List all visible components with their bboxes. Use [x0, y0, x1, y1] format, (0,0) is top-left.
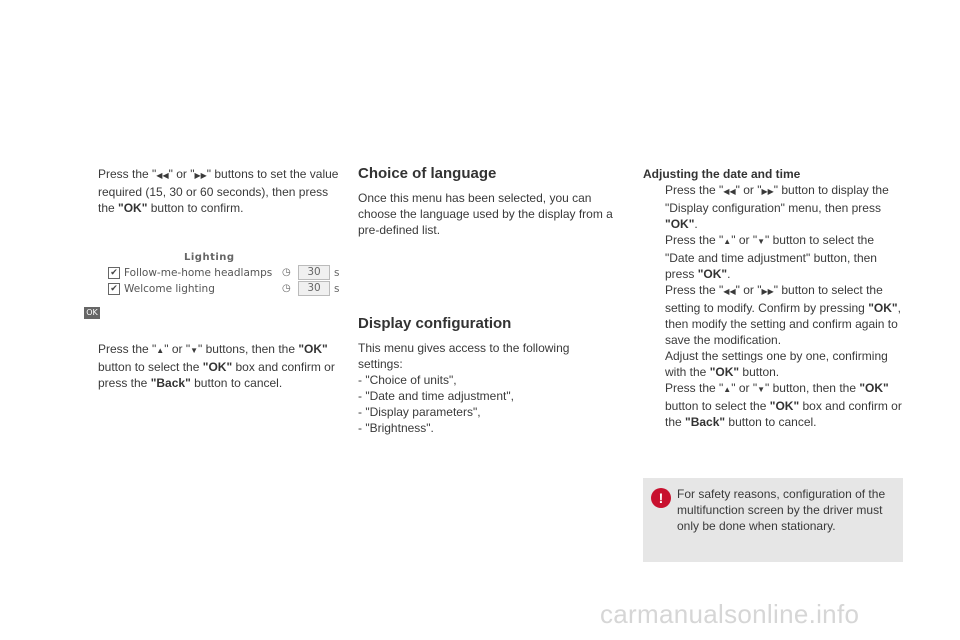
left-column — [76, 166, 346, 216]
warning-text: For safety reasons, configuration of the multifunction screen by the driver must only be done when stationary. — [677, 487, 886, 533]
forward-icon: ▶▶ — [194, 171, 207, 180]
checkbox: ✔ — [108, 283, 120, 295]
rewind-icon: ◀◀ — [156, 171, 169, 180]
ok-label: "OK" — [118, 201, 148, 215]
right-column — [643, 166, 905, 430]
down-arrow-icon: ▼ — [190, 346, 198, 355]
instruction-step-2: Press the "▲" or "▼" buttons, then the "OK" button to select the "OK" box and confirm or press the "Back" button to cancel. — [98, 342, 335, 390]
list-item: - "Brightness". — [358, 421, 434, 435]
list-item-label: Welcome lighting — [124, 283, 215, 295]
watermark: carmanualsonline.info — [600, 599, 860, 629]
down-arrow-icon: ▼ — [757, 237, 765, 246]
date-step-2: Press the "▲" or "▼" button to select the "Date and time adjustment" button, then press "OK". — [665, 233, 877, 281]
left-column-lower — [76, 341, 346, 391]
middle-column-lower — [358, 316, 613, 436]
clock-icon: ◷ — [282, 267, 291, 278]
language-text: Once this menu has been selected, you can choose the language used by the display from a pre-defined list. — [358, 191, 613, 237]
duration-value: 30 — [298, 281, 330, 296]
list-item: - "Choice of units", — [358, 373, 457, 387]
screen-title: Lighting — [184, 252, 235, 263]
forward-icon: ▶▶ — [761, 187, 774, 196]
lighting-screen — [90, 250, 350, 298]
list-item: - "Date and time adjustment", — [358, 389, 514, 403]
list-item: - "Display parameters", — [358, 405, 481, 419]
clock-icon: ◷ — [282, 283, 291, 294]
date-step-1: Press the "◀◀" or "▶▶" button to display the "Display configuration" menu, then press "OK". — [665, 183, 889, 231]
up-arrow-icon: ▲ — [723, 237, 732, 246]
ok-badge: OK — [84, 307, 100, 319]
date-step-5: Press the "▲" or "▼" button, then the "OK" button to select the "OK" box and confirm or the "Back" button to cancel. — [665, 381, 902, 429]
heading-display-configuration: Display configuration — [358, 315, 512, 332]
instruction-step-1: Press the "◀◀" or "▶▶" buttons to set the value required (15, 30 or 60 seconds), then press the "OK" button to confirm. — [98, 167, 339, 215]
heading-choice-of-language: Choice of language — [358, 165, 497, 182]
settings-list — [358, 372, 613, 436]
duration-value: 30 — [298, 265, 330, 280]
forward-icon: ▶▶ — [761, 287, 774, 296]
duration-unit: s — [334, 283, 340, 295]
display-intro: This menu gives access to the following settings: — [358, 341, 570, 371]
checkbox: ✔ — [108, 267, 120, 279]
heading-date-time: Adjusting the date and time — [643, 167, 801, 181]
safety-warning-box — [643, 478, 903, 562]
middle-column — [358, 166, 613, 238]
list-item-label: Follow-me-home headlamps — [124, 267, 273, 279]
list-item-welcome-lighting — [108, 281, 348, 297]
duration-unit: s — [334, 267, 340, 279]
list-item-follow-me-home — [108, 265, 348, 281]
date-step-3: Press the "◀◀" or "▶▶" button to select the setting to modify. Confirm by pressing "OK", then modify the setting and confirm again to save the modification. — [665, 283, 901, 347]
rewind-icon: ◀◀ — [723, 287, 736, 296]
down-arrow-icon: ▼ — [757, 385, 765, 394]
warning-icon: ! — [651, 488, 671, 508]
date-step-4: Adjust the settings one by one, confirming with the "OK" button. — [665, 349, 888, 379]
up-arrow-icon: ▲ — [156, 346, 165, 355]
rewind-icon: ◀◀ — [723, 187, 736, 196]
up-arrow-icon: ▲ — [723, 385, 732, 394]
